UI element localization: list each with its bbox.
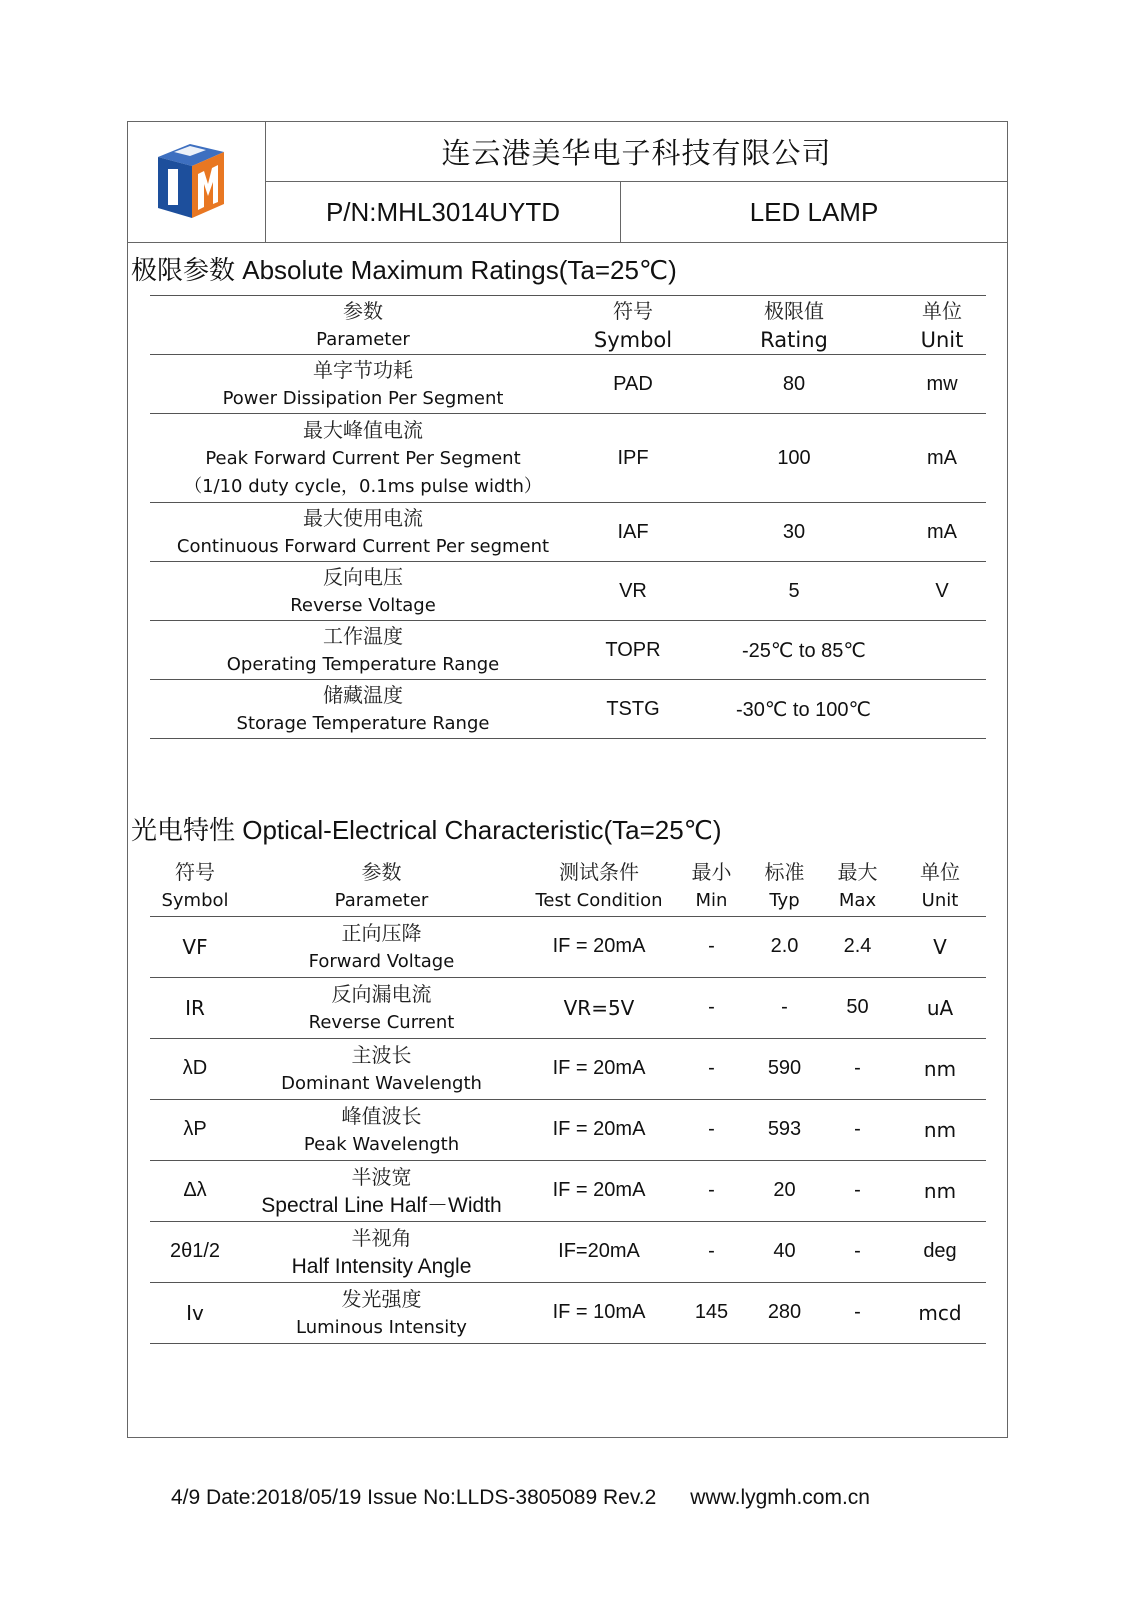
part-number: P/N:MHL3014UYTD [266, 182, 621, 243]
oec-col-condition: 测试条件 Test Condition [523, 856, 675, 916]
table-row: 最大使用电流 Continuous Forward Current Per segment IAF 30 mA [150, 503, 986, 562]
oec-col-parameter: 参数 Parameter [240, 856, 523, 916]
oec-header-row [150, 856, 986, 916]
company-name: 连云港美华电子科技有限公司 [266, 122, 1007, 182]
amr-col-unit: 单位 Unit [898, 296, 986, 355]
amr-col-rating: 极限值 Rating [690, 296, 898, 355]
logo-cell [128, 122, 266, 243]
table-row: λP 峰值波长 Peak Wavelength IF = 20mA - 593 - nm [150, 1099, 986, 1160]
amr-col-parameter: 参数 Parameter [150, 296, 576, 355]
oec-title-zh: 光电特性 [131, 816, 236, 846]
table-row: 工作温度 Operating Temperature Range TOPR -25℃ to 85℃ [150, 621, 986, 680]
product-type: LED LAMP [621, 182, 1007, 243]
oec-col-unit: 单位 Unit [894, 856, 986, 916]
table-row: VF 正向压降 Forward Voltage IF = 20mA - 2.0 2.4 V [150, 916, 986, 977]
mh-logo-icon [128, 122, 266, 243]
amr-title-zh: 极限参数 [131, 256, 236, 286]
table-row: 2θ1/2 半视角 Half Intensity Angle IF=20mA - 40 - deg [150, 1221, 986, 1282]
table-row: 储藏温度 Storage Temperature Range TSTG -30℃ to 100℃ [150, 680, 986, 739]
datasheet-frame [127, 121, 1008, 1438]
table-row: 单字节功耗 Power Dissipation Per Segment PAD 80 mw [150, 355, 986, 414]
oec-title-en: Optical-Electrical Characteristic(Ta=25℃) [242, 815, 722, 845]
amr-header-row [150, 296, 986, 355]
oec-title [131, 810, 722, 847]
amr-table [150, 295, 986, 739]
amr-title [131, 250, 677, 287]
table-row: 最大峰值电流 Peak Forward Current Per Segment （1/10 duty cycle，0.1ms pulse width） IPF 100 mA [150, 414, 986, 503]
footer-info: 4/9 Date:2018/05/19 Issue No:LLDS-3805089 Rev.2 [171, 1486, 657, 1509]
page-footer [171, 1486, 870, 1510]
table-row: Iv 发光强度 Luminous Intensity IF = 10mA 145 280 - mcd [150, 1282, 986, 1343]
footer-url: www.lygmh.com.cn [690, 1486, 870, 1509]
oec-col-symbol: 符号 Symbol [150, 856, 240, 916]
oec-col-max: 最大 Max [821, 856, 894, 916]
oec-col-typ: 标准 Typ [748, 856, 821, 916]
table-row: 反向电压 Reverse Voltage VR 5 V [150, 562, 986, 621]
table-row: λD 主波长 Dominant Wavelength IF = 20mA - 590 - nm [150, 1038, 986, 1099]
oec-table [150, 856, 986, 1344]
table-row: IR 反向漏电流 Reverse Current VR=5V - - 50 uA [150, 977, 986, 1038]
table-row: Δλ 半波宽 Spectral Line Half－Width IF = 20mA - 20 - nm [150, 1160, 986, 1221]
amr-col-symbol: 符号 Symbol [576, 296, 690, 355]
oec-col-min: 最小 Min [675, 856, 748, 916]
amr-title-en: Absolute Maximum Ratings(Ta=25℃) [242, 255, 677, 285]
